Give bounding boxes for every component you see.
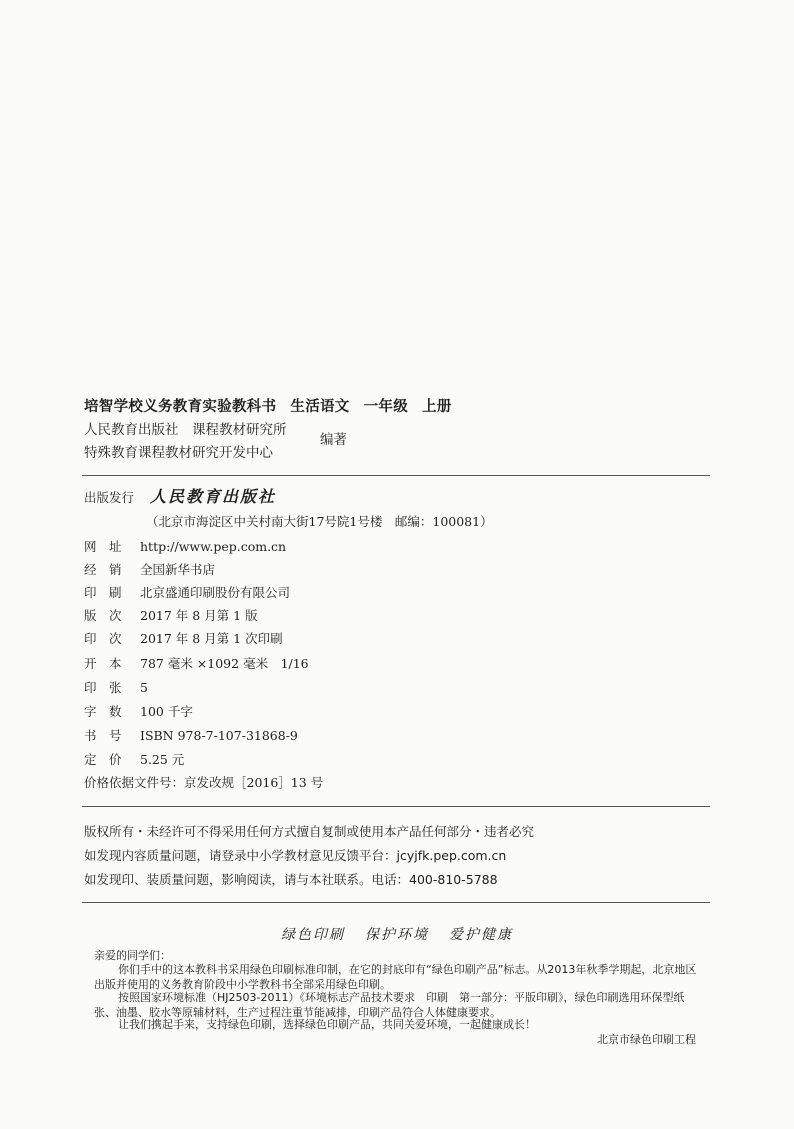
divider-bottom (82, 902, 710, 903)
price-basis: 价格依据文件号：京发改规［2016］13 号 (84, 775, 324, 790)
info-value: 北京盛通印刷股份有限公司 (140, 585, 291, 600)
info-row-wordcount (84, 702, 193, 722)
green-greeting: 亲爱的同学们： (94, 949, 171, 962)
author-line-2: 特殊教育课程教材研究开发中心 (84, 445, 273, 461)
info-label: 开 本 (84, 656, 122, 671)
green-slogan: 爱护健康 (449, 927, 513, 943)
publisher-row (84, 487, 276, 507)
info-row-price (84, 750, 184, 770)
info-row-printer (84, 583, 290, 603)
book-grade: 一年级 (363, 399, 409, 415)
info-label: 字 数 (84, 704, 122, 719)
info-label: 印 次 (84, 631, 122, 646)
info-row-format (84, 654, 309, 674)
info-value: 2017 年 8 月第 1 版 (140, 608, 258, 623)
green-slogan: 绿色印刷 (281, 927, 345, 943)
book-volume: 上册 (422, 399, 452, 415)
info-label: 定 价 (84, 752, 122, 767)
info-value: 5 (140, 680, 148, 695)
author-role: 编著 (320, 432, 347, 448)
info-row-isbn (84, 726, 298, 746)
publisher-logo: 人民教育出版社 (150, 487, 277, 506)
info-label: 经 销 (84, 562, 122, 577)
feedback-notice: 如发现内容质量问题，请登录中小学教材意见反馈平台：jcyjfk.pep.com.cn (84, 848, 507, 863)
contact-notice: 如发现印、装质量问题，影响阅读，请与本社联系。电话：400-810-5788 (84, 872, 498, 887)
info-row-website (84, 537, 286, 557)
info-row-sheets (84, 678, 148, 698)
info-row-distributor (84, 560, 215, 580)
info-value: 100 千字 (140, 704, 193, 719)
info-label: 版 次 (84, 608, 122, 623)
green-print-title (0, 924, 794, 944)
info-value: 787 毫米 ×1092 毫米 1/16 (140, 656, 309, 671)
info-label: 印 刷 (84, 585, 122, 600)
rights-notice: 版权所有・未经许可不得采用任何方式擅自复制或使用本产品任何部分・违者必究 (84, 824, 535, 839)
publisher-address: （北京市海淀区中关村南大街17号院1号楼 邮编：100081） (146, 514, 493, 529)
info-value: 全国新华书店 (140, 562, 216, 577)
info-label: 书 号 (84, 728, 122, 743)
info-row-printing (84, 629, 283, 649)
info-value: 2017 年 8 月第 1 次印刷 (140, 631, 283, 646)
divider-middle (82, 806, 710, 807)
publisher-label: 出版发行 (84, 490, 135, 505)
website-link[interactable]: http://www.pep.com.cn (140, 539, 287, 554)
info-label: 网 址 (84, 539, 122, 554)
info-label: 印 张 (84, 680, 122, 695)
author-line-1: 人民教育出版社 课程教材研究所 (84, 422, 287, 438)
green-paragraph-1: 你们手中的这本教科书采用绿色印刷标准印制，在它的封底印有“绿色印刷产品”标志。从2013年秋季学期起，北京地区出版并使用的义务教育阶段中小学教科书全部采用绿色印刷。 (94, 963, 697, 991)
info-row-edition (84, 606, 258, 626)
green-slogan: 保护环境 (365, 927, 429, 943)
green-signature: 北京市绿色印刷工程 (597, 1033, 696, 1046)
green-paragraph-3: 让我们携起手来，支持绿色印刷，选择绿色印刷产品，共同关爱环境，一起健康成长！ (118, 1018, 536, 1031)
book-title (84, 395, 466, 416)
book-subject: 生活语文 (290, 399, 350, 415)
info-value: ISBN 978-7-107-31868-9 (140, 728, 298, 743)
divider-top (82, 475, 710, 476)
info-value: 5.25 元 (140, 752, 185, 767)
book-series: 培智学校义务教育实验教科书 (84, 399, 277, 415)
green-paragraph-2: 按照国家环境标准（HJ2503-2011）《环境标志产品技术要求 印刷 第一部分：平版印刷》，绿色印刷选用环保型纸张、油墨、胶水等原辅材料，生产过程注重节能减排，印刷产品符合人体健康要求。 (94, 991, 685, 1019)
